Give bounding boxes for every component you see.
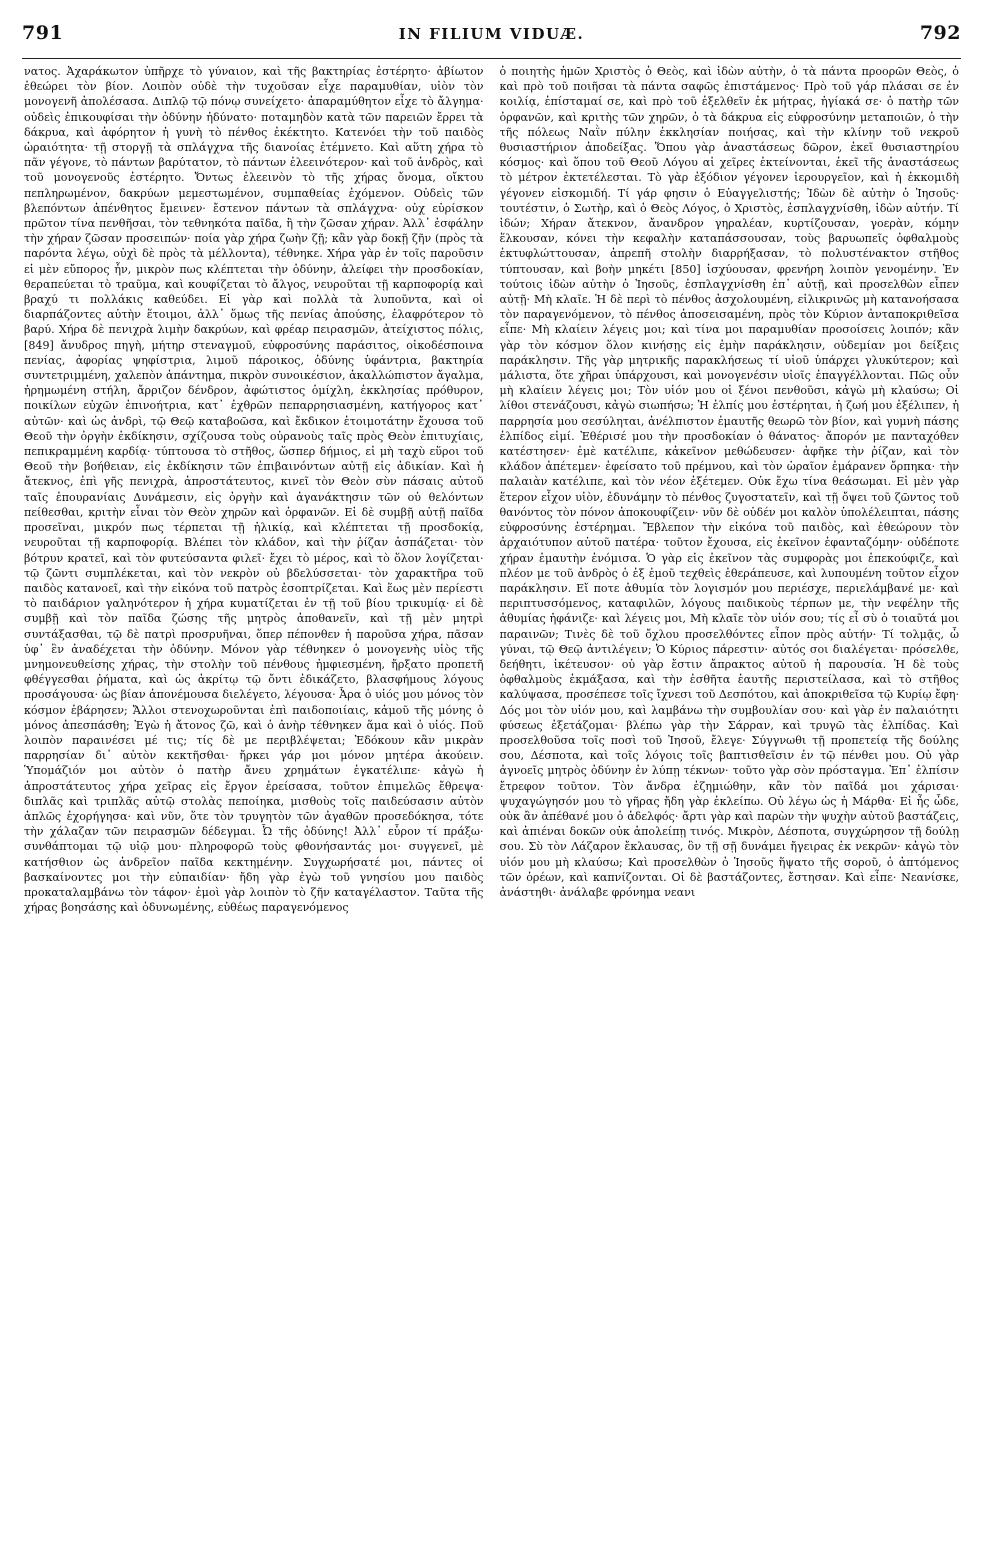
right-page-number: 792 (919, 22, 961, 44)
right-column (500, 64, 960, 1535)
left-column (24, 64, 484, 1535)
running-title: IN FILIUM VIDUÆ. (398, 25, 585, 43)
header-rule (22, 58, 961, 59)
left-column-text: νατος. Ἀχαράκωτον ὑπῆρχε τὸ γύναιον, καὶ τῆς βακτηρίας ἐστέρητο· ἀβίωτον ἐθεώρει τὸν βίον. Λοιπὸν οὐδὲ τὴν τυχοῦσαν εἶχε παραμυθίαν, υἱὸν τὸν μονογενῆ ἀπολέσασα. Διπλῷ τῷ πόνῳ συνείχετο· ἀπαραμύθητον εἶχε τὸ ἄλγημα· οὐδεὶς ἐπικουφίσαι τὴν ὀδύνην ἠδύνατο· ποταμηδὸν κατὰ τῶν παρειῶν ἔρρει τὰ δάκρυα, καὶ ἀφόρητον ἡ γυνὴ τὸ πένθος ἐκέκτητο. Κατενόει τὴν τοῦ παιδὸς ὡραιότητα· τῇ στοργῇ τὰ σπλάγχνα τῆς διανοίας ἐτέμνετο. Καὶ αὕτη χήρα τὸ πᾶν γέγονε, τὸ πάντων βαρύτατον, τὸ πάντων ἐλεεινότερον· καὶ τοῦ ἀνδρὸς, καὶ τοῦ μονογενοῦς ἐστέρητο. Ὄντως ἐλεεινὸν τὸ τῆς χήρας ὄνομα, οἴκτου πεπληρωμένον, δακρύων μεμεστωμένον, συμπαθείας ἐχόμενον. Οὐδεὶς τῶν βλεπόντων ἀπένθητος ἔμεινεν· ἔστενον πάντων τὰ σπλάγχνα· οὐχ εὑρίσκον πρῶτον τίνα πενθῆσαι, τὸν τεθνηκότα παῖδα, ἢ τὴν ζῶσαν χήραν. Ἀλλ᾽ ἐσφάλην τὴν χήραν ζῶσαν προσειπών· ποία γὰρ χήρα ζωὴν ζῇ; κἂν γὰρ δοκῇ ζῆν (πρὸς τὰ παρόντα λέγω, οὐχὶ δὲ πρὸς τὰ μέλλοντα), τέθνηκε. Χήρα γὰρ ἐν τοῖς παροῦσιν εἰ μὲν εὔπορος ἦν, μικρὸν πως κλέπτεται τὴν ὀδύνην, ἀλείφει τὴν προσδοκίαν, θεραπεύεται τὸ τραῦμα, καὶ κουφίζεται τὸ ἄλγος, νευροῦται τῇ καρποφορίᾳ καὶ βραχύ τι πολλάκις καθεύδει. Εἰ γὰρ καὶ πολλὰ τὰ λυποῦντα, καὶ οἱ διαρπάζοντες αὐτὴν ἕτοιμοι, ἀλλ᾽ ὅμως τῆς πενίας ἀπούσης, ἐλαφρότερον τὸ βαρύ. Χήρα δὲ πενιχρὰ λιμὴν δακρύων, καὶ φρέαρ πειρασμῶν, ἀτείχιστος πόλις, [849] ἄνυδρος πηγὴ, μήτηρ στεναγμοῦ, εὐφροσύνης παράσιτος, οἰκοδέσποινα πενίας, ἀφορίας ψηφίστρια, λιμοῦ πάροικος, ὀδύνης ὑφάντρια, βακτηρία συντετριμμένη, χαλεπὸν ἀπάντημα, πικρὸν συνοικέσιον, ἀκαλλώπιστον ἄγαλμα, ἠρημωμένη στήλη, ἄρριζον δένδρον, ἀφώτιστος ὁμίχλη, ἐκκλησίας πρόθυρον, ποικίλων εὐχῶν ἐπινοήτρια, κατ᾽ ἐχθρῶν πεπαρρησιασμένη, κατήγορος κατ᾽ αὐτῶν· καὶ ὡς ἀνδρὶ, τῷ Θεῷ καταβοῶσα, καὶ ἔκδικον ἑτοιμοτάτην ἔχουσα τοῦ Θεοῦ τὴν ὀργὴν ἐκδίκησιν, σχίζουσα τοὺς οὐρανοὺς ταῖς πρὸς Θεὸν ἐπιτυχίαις, πεπικραμμένη καρδίᾳ· τύπτουσα τὸ στῆθος, ὥσπερ δήμιος, εἰ μὴ ταχὺ εὕροι τοῦ Θεοῦ τὴν βοήθειαν, εἰς ἐκδίκησιν τῶν ἐπιβαινόντων αὐτῇ εἰς ἀδικίαν. Καὶ ἡ ἄτεκνος, ἐπὶ γῆς πενιχρὰ, ἀπροστάτευτος, κινεῖ τὸν Θεὸν σὺν πάσαις αὐτοῦ ταῖς ἐπουρανίαις Δυνάμεσιν, εἰς ὀργὴν καὶ ἀγανάκτησιν τῶν οὐ θελόντων πείθεσθαι, κριτὴν εἶναι τὸν Θεὸν χηρῶν καὶ ὀρφανῶν. Εἰ δὲ συμβῇ αὐτῇ παῖδα προσεῖναι, μικρόν πως τέρπεται τῇ ἡλικίᾳ, καὶ κλέπτεται τῇ προσδοκίᾳ, νευροῦται τῇ καρποφορίᾳ. Βλέπει τὸν κλάδον, καὶ τὴν ῥίζαν ἀσπάζεται· τὸν βότρυν κρατεῖ, καὶ τὸν φυτεύσαντα φιλεῖ· ἔχει τὸ μέρος, καὶ τὸ ὅλον λογίζεται· τῷ ζῶντι συμπλέκεται, καὶ τὸν νεκρὸν οὐ βδελύσσεται· τὸν χαρακτῆρα τοῦ παιδὸς κατανοεῖ, καὶ τὴν εἰκόνα τοῦ πατρὸς ἐσοπτρίζεται. Καὶ ἕως μὲν περίεστι τὸ παιδάριον γαληνότερον ἡ χήρα κυματίζεται ἐν τῇ τοῦ βίου τρικυμίᾳ· εἰ δὲ συμβῇ καὶ τὸν παῖδα ζώσης τῆς μητρὸς ἀποθανεῖν, καὶ τῇ μὲν μητρὶ συντάξασθαι, τῷ δὲ πατρὶ προσρυῆναι, ὅπερ πέπονθεν ἡ παροῦσα χήρα, πᾶσαν ὑφ᾽ ἓν ἀναδέχεται τὴν ὀδύνην. Μόνον γὰρ τέθνηκεν ὁ μονογενὴς υἱὸς τῆς μνημονευθείσης χήρας, τὴν στολὴν τοῦ πένθους ἠμφιεσμένη, ἤρξατο προπετῆ φθέγγεσθαι ῥήματα, καὶ ὡς ἀκρίτῳ τῷ ὄντι ἐδικάζετο, βλασφήμους λόγους προσάγουσα· ὡς βίαν ἀπονέμουσα διελέγετο, λέγουσα· Ἆρα ὁ υἱός μου μόνος τὸν κόσμον ἐβάρησεν; Ἄλλοι στενοχωροῦνται ἐπὶ παιδοποιίαις, κἀμοῦ τῆς μόνης ὁ μόνος ἀπεσπάσθη; Ἐγὼ ἡ ἄτονος ζῶ, καὶ ὁ ἀνὴρ τέθνηκεν ἅμα καὶ ὁ υἱός. Ποῦ λοιπὸν παραινέσει μέ τις; τίς δὲ με περιβλέψεται; Ἐδόκουν κἂν μικρὰν παρρησίαν δι᾽ αὐτὸν κεκτῆσθαι· ἤρκει γάρ μοι μόνον μητέρα ἀκούειν. Ὑπομάζιόν μοι αὐτὸν ὁ πατὴρ ἄνευ χρημάτων ἐγκατέλιπε· κἀγὼ ἡ ἀπροστάτευτος χήρα χεῖρας εἰς ἔργον ἐρείσασα, τοῦτον ἐπιμελῶς ἔθρεψα· διπλᾶς καὶ τριπλᾶς αὐτῷ στολὰς πεποίηκα, μισθοὺς τοῖς παιδεύσασιν αὐτὸν ἁπλῶς ἐχορήγησα· καὶ νῦν, ὅτε τὸν τρυγητὸν τῶν ἀγαθῶν προσεδόκησα, τότε τὴν χάλαζαν τῶν πειρασμῶν δέδεγμαι. Ὦ τῆς ὀδύνης! Ἀλλ᾽ εὗρον τί πράξω· συνθάπτομαι τῷ υἱῷ μου· πληροφορῶ τοὺς φθονήσαντάς μοι· συγγενεῖ, μὲ κατήσθιον ὡς ἀνδρεῖον παῖδα κεκτημένην. Συγχωρήσατέ μοι, πάντες οἱ βασκαίνοντες μοι τὴν εὐπαιδίαν· ἤδη γὰρ ἐγὼ τοῦ γνησίου μου παιδὸς προκαταλαμβάνω τὸν τάφον· ἐμοὶ γὰρ λοιπὸν τὸ ζῆν καταγέλαστον. Ταῦτα τῆς χήρας βοησάσης καὶ ὀδυνωμένης, εὐθέως παραγενόμενος (24, 65, 484, 915)
left-page-number: 791 (22, 22, 64, 44)
text-columns (24, 64, 959, 1535)
running-header (22, 22, 961, 52)
right-column-text: ὁ ποιητὴς ἡμῶν Χριστὸς ὁ Θεὸς, καὶ ἰδὼν αὐτὴν, ὁ τὰ πάντα προορῶν Θεὸς, ὁ καὶ πρὸ τοῦ ποιῆσαι τὰ πάντα σαφῶς ἐπιστάμενος· Πρὸ τοῦ γάρ πλάσαι σε ἐν κοιλίᾳ, ἐπίσταμαί σε, καὶ πρὸ τοῦ ἐξελθεῖν ἐκ μήτρας, ἡγίακά σε· ὁ πατὴρ τῶν ὀρφανῶν, καὶ κριτὴς τῶν χηρῶν, ὁ τὰ δάκρυα εἰς εὐφροσύνην μεταποιῶν, ὁ τὴν τῆς πόλεως Ναῒν πύλην ἐκκλησίαν ποιήσας, καὶ τὴν κλίνην τοῦ νεκροῦ θυσιαστήριον ἀποδείξας. Ὅπου γὰρ ἀναστάσεως δῶρον, ἐκεῖ θυσιαστηρίου κόσμος· καὶ ὅπου τοῦ Θεοῦ Λόγου αἱ χεῖρες ἐκτείνονται, ἐκεῖ τῆς ἀναστάσεως τὸ μέτρον ἐκτετέλεσται. Τὸ γὰρ ἐξόδιον γέγονεν ἱερουργεῖον, καὶ ἡ ἐκκομιδὴ γέγονεν εἰσκομιδή. Τί γάρ φησιν ὁ Εὐαγγελιστής; Ἰδὼν δὲ αὐτὴν ὁ Ἰησοῦς· τουτέστιν, ὁ Σωτὴρ, καὶ ὁ Θεὸς Λόγος, ὁ Χριστὸς, ἐσπλαγχνίσθη, ἰδὼν αὐτήν. Τί ἰδών; Χήραν ἄτεκνον, ἄνανδρον γηραλέαν, κυρτίζουσαν, γοερὰν, κόμην ἕλκουσαν, κόνει τὴν κεφαλὴν καταπάσσουσαν, τοὺς βαρυωπεῖς ὀφθαλμοὺς ἐκτυφλώττουσαν, ἀπρεπῆ στολὴν διαρρήξασαν, τὸ πολυστένακτον στῆθος τύπτουσαν, καὶ βοὴν μηκέτι [850] ἰσχύουσαν, φρενήρη λοιπὸν γενομένην. Ἐν τούτοις ἰδὼν αὐτὴν ὁ Ἰησοῦς, ἐσπλαγχνίσθη ἐπ᾽ αὐτῇ, καὶ προσελθὼν εἶπεν αὐτῇ· Μὴ κλαῖε. Ἡ δὲ περὶ τὸ πένθος ἀσχολουμένη, εἰλικρινῶς μὴ κατανοήσασα τὸν παραγενόμενον, τὸ πένθος ἀποσεισαμένη, πρὸς τὸν Κύριον ἀνταποκριθεῖσα εἶπε· Μὴ κλαίειν λέγεις μοι; καὶ τίνα μοι παραμυθίαν προσοίσεις λοιπόν; κἂν γὰρ τὸν κόσμον ὅλον κινήσῃς εἰς ἐμὴν παράκλησιν, οὐδεμίαν μοι δείξεις παράκλησιν. Τῆς γὰρ μητρικῆς παρακλήσεως τί υἱοῦ ὑπάρχει γλυκύτερον; καὶ μάλιστα, ὅτε χῆραι ὑπάρχουσι, καὶ μονογενέσιν υἱοῖς ἐπαγγέλλονται. Πῶς οὖν μὴ κλαίειν λέγεις μοι; Τὸν υἱόν μου οἱ ξένοι πενθοῦσι, κἀγὼ μὴ κλαύσω; Οἱ λίθοι στενάζουσι, κἀγὼ σιωπήσω; Ἡ ἐλπίς μου ἐστέρηται, ἡ ζωή μου ἐξέλιπεν, ἡ παρρησία μου σεσύληται, ἀνέλπιστον ἐμαυτῆς θεωρῶ τὸν βίον, καὶ γυμνὴ πάσης ἐλπίδος εἰμί. Ἐθέρισέ μου τὴν προσδοκίαν ὁ θάνατος· ἄπορόν με πανταχόθεν κατέστησεν· ἐμὲ κατέλιπε, κἀκεῖνον μεθώδευσεν· ἀφῆκε τὴν ῥίζαν, καὶ τὸν κλάδον ἀπέτεμεν· ἐφείσατο τοῦ πρέμνου, καὶ τὸν ὡραῖον ἐμάρανεν ὄρπηκα· τὴν παλαιὰν κατέλιπε, καὶ τὸν νέον ἐξέτεμεν. Οὐκ ἔχω τίνα θεάσωμαι. Εἰ μὲν γὰρ ἕτερον εἶχον υἱὸν, ἐδυνάμην τὸ πένθος ζυγοστατεῖν, καὶ τῇ ὄψει τοῦ ζῶντος τοῦ θανόντος τὸν πόνον ἀποκουφίζειν· νῦν δὲ οὐδέν μοι καλὸν ὑπολέλειπται, πάσης εὐφροσύνης ἐστέρημαι. Ἔβλεπον τὴν εἰκόνα τοῦ παιδὸς, καὶ ἐθεώρουν τὸν ἀρχαιότυπον αὐτοῦ πατέρα· τοῦτον ἔχουσα, εἰς ἐκεῖνον ἐφανταζόμην· οὐδέποτε χήραν ἐμαυτὴν ἐνόμισα. Ὁ γὰρ εἰς ἐκεῖνον τὰς συμφορὰς μοι ἐπεκούφιζε, καὶ πλέον με τοῦ ἀνδρὸς ὁ ἐξ ἐμοῦ τεχθεὶς ἐθεράπευσε, καὶ λυπουμένη τοῦτον εἶχον παράκλησιν. Εἴ ποτε ἀθυμία τὸν λογισμόν μου περιέσχε, περιελάμβανέ με· καὶ περιπτυσσόμενος, καταφιλῶν, λόγους παιδικοὺς τέρπων με, τὴν νεφέλην τῆς ἀθυμίας ἠφάνιζε· καὶ λέγεις μοι, Μὴ κλαῖε τὸν υἱόν σου; τίς εἶ σὺ ὁ τοιαῦτά μοι παραινῶν; Τινὲς δὲ τοῦ ὄχλου προσελθόντες εἶπον πρὸς αὐτήν· Τί τολμᾷς, ὦ γύναι, τῷ Θεῷ ἀντιλέγειν; Ὁ Κύριος πάρεστιν· αὐτός σοι διαλέγεται· πρόσελθε, δεήθητι, ἱκέτευσον· οὐ γὰρ ἔστιν ἄπρακτος αὐτοῦ ἡ παρουσία. Ἡ δὲ τοὺς ὀφθαλμοὺς ἐκμάξασα, καὶ τὴν ἐσθῆτα ἑαυτῆς περιστείλασα, καὶ τὸ στῆθος καλύψασα, προσέπεσε τοῖς ἴχνεσι τοῦ Δεσπότου, καὶ ἀποκριθεῖσα τῷ Κυρίῳ ἔφη· Δός μοι τὸν υἱόν μου, καὶ λαμβάνω τὴν συμβουλίαν σου· καὶ γὰρ ἐν παλαιότητι φύσεως ἐξετάζομαι· βλέπω γὰρ τὴν Σάρραν, καὶ τρυγῶ τὰς ἐλπίδας. Καὶ προσελθοῦσα τοῖς ποσὶ τοῦ Ἰησοῦ, ἔλεγε· Σύγγνωθι τῇ προπετείᾳ τῆς δούλης σου, Δέσποτα, καὶ τοῖς λόγοις τοῖς βαπτισθεῖσιν ἐν τῷ πένθει μου. Οὐ γὰρ ἀγνοεῖς μητρὸς ὀδύνην ἐν λύπῃ τέκνων· τοῦτο γὰρ σὸν πρόσταγμα. Ἐπ᾽ ἐλπίσιν ἔτρεφον τοῦτον. Τὸν ἄνδρα ἐζημιώθην, κἂν τὸν παῖδά μοι χάρισαι· ψυχαγώγησόν μου τὸ γῆρας ἤδη γὰρ ἐκλείπω. Οὐ λέγω ὡς ἡ Μάρθα· Εἰ ἦς ὧδε, οὐκ ἂν ἀπέθανέ μου ὁ ἀδελφός· ἄρτι γὰρ καὶ παρὼν τὴν ψυχὴν αὐτοῦ βαστάζεις, καὶ ἀπιέναι δοκῶν οὐκ ἀπολείπῃ τινός. Μικρὸν, Δέσποτα, συγχώρησον τῇ δούλῃ σου. Σὺ τὸν Λάζαρον ἔκλαυσας, ὃν τῇ σῇ δυνάμει ἤγειρας ἐκ νεκρῶν· κἀγὼ τὸν υἱόν μου μὴ κλαύσω; Καὶ προσελθὼν ὁ Ἰησοῦς ἥψατο τῆς σοροῦ, ὁ ἀπτόμενος τῶν ὀρέων, καὶ καπνίζονται. Οἱ δὲ βαστάζοντες, ἔστησαν. Καὶ εἶπε· Νεανίσκε, ἀνάστηθι· ἀνάλαβε φρόνημα νεανι (499, 65, 959, 899)
